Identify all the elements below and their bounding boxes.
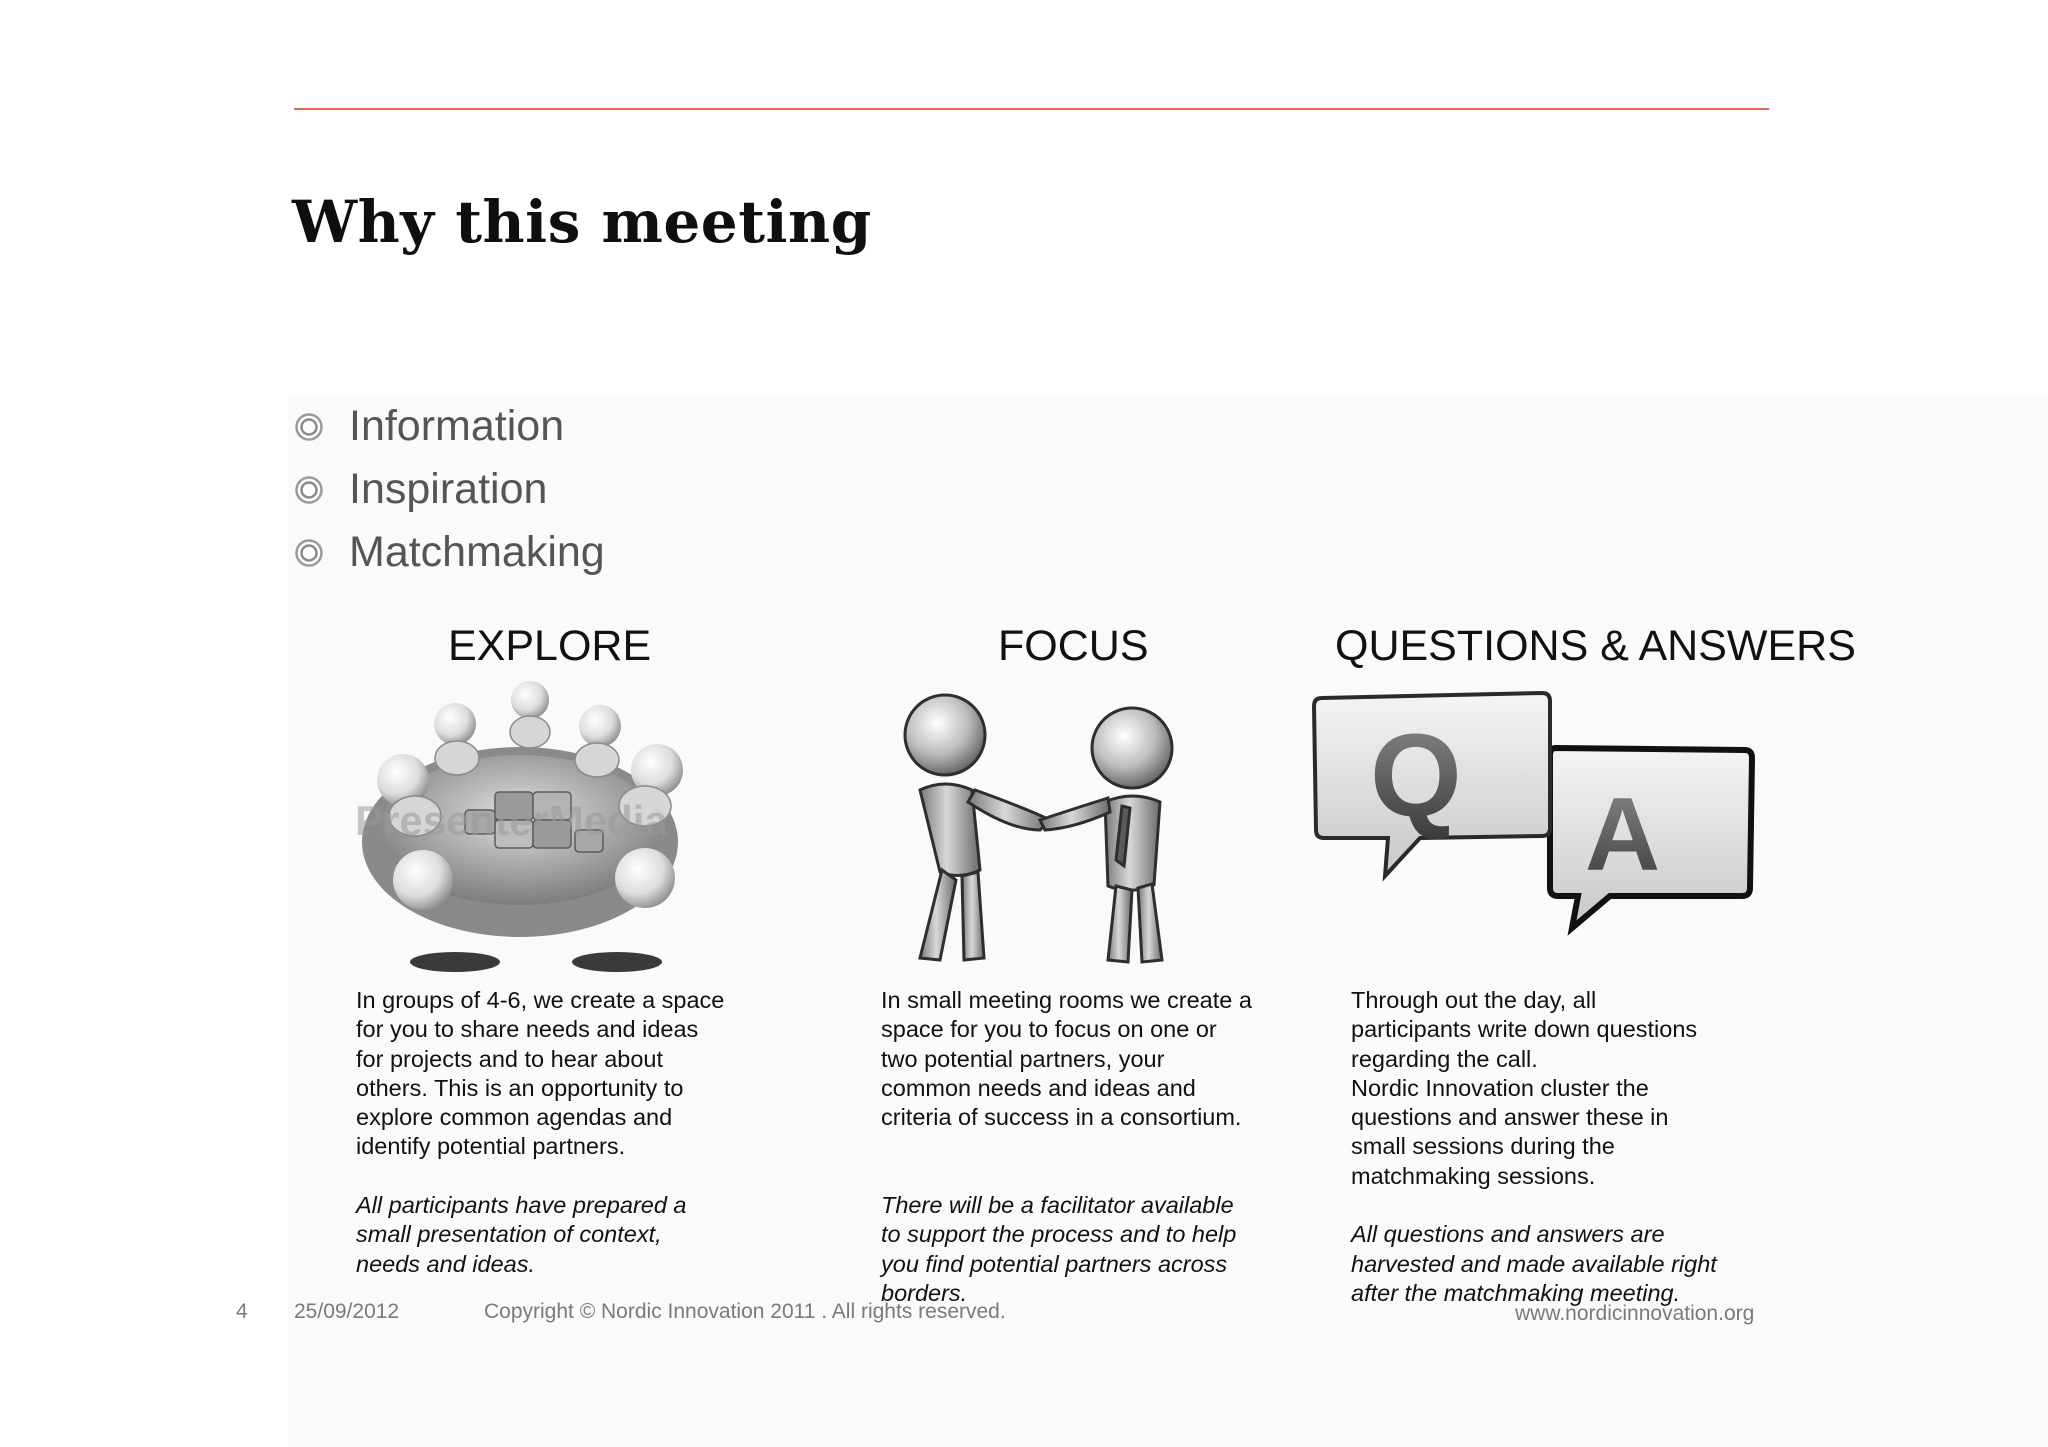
text-line: for projects and to hear about xyxy=(356,1045,664,1072)
footer-copyright: Copyright © Nordic Innovation 2011 . All rights reserved. xyxy=(484,1300,1006,1323)
footer-website: www.nordicinnovation.org xyxy=(1515,1302,1755,1325)
page-number: 4 xyxy=(236,1300,248,1323)
qa-speech-bubbles-illustration xyxy=(1310,688,1760,938)
bubble-q-letter: Q xyxy=(1370,710,1462,842)
bullet-label: Inspiration xyxy=(349,465,548,513)
italic-line: harvested and made available right xyxy=(1351,1250,1717,1277)
handshake-figures-illustration xyxy=(880,690,1200,970)
text-line: questions and answer these in xyxy=(1351,1104,1669,1131)
text-line: for you to share needs and ideas xyxy=(356,1016,699,1043)
text-line: matchmaking sessions. xyxy=(1351,1162,1596,1189)
ring-bullet-icon xyxy=(294,412,324,442)
bubble-a-letter: A xyxy=(1585,777,1661,893)
italic-line: All participants have prepared a xyxy=(356,1192,687,1219)
italic-line: All questions and answers are xyxy=(1351,1221,1665,1248)
text-line: participants write down questions xyxy=(1351,1016,1698,1043)
text-line: explore common agendas and xyxy=(356,1104,673,1131)
presentermedia-watermark: PresenterMedia xyxy=(355,797,668,844)
text-line: space for you to focus on one or xyxy=(881,1016,1217,1043)
ring-bullet-icon xyxy=(294,475,324,505)
italic-line: you find potential partners across xyxy=(881,1250,1228,1277)
text-line: common needs and ideas and xyxy=(881,1074,1196,1101)
bullet-label: Matchmaking xyxy=(349,528,605,576)
qa-heading: QUESTIONS & ANSWERS xyxy=(1335,622,1856,670)
qa-description xyxy=(1351,986,1717,1308)
text-line: In small meeting rooms we create a xyxy=(881,987,1252,1013)
slide-title: Why this meeting xyxy=(292,188,872,256)
focus-description xyxy=(881,986,1252,1308)
ring-bullet-icon xyxy=(294,538,324,568)
italic-line: to support the process and to help xyxy=(881,1221,1237,1248)
text-line: Nordic Innovation cluster the xyxy=(1351,1074,1649,1101)
italic-line: needs and ideas. xyxy=(356,1250,536,1277)
text-line: others. This is an opportunity to xyxy=(356,1074,684,1101)
bullet-list xyxy=(294,395,605,584)
bullet-label: Information xyxy=(349,402,565,450)
text-line: In groups of 4-6, we create a space xyxy=(356,987,725,1013)
text-line: criteria of success in a consortium. xyxy=(881,1104,1242,1131)
team-puzzle-table-illustration xyxy=(305,680,750,980)
italic-line: borders. xyxy=(881,1279,968,1306)
focus-heading: FOCUS xyxy=(998,622,1149,670)
explore-heading: EXPLORE xyxy=(448,622,652,670)
footer-date: 25/09/2012 xyxy=(294,1300,400,1323)
text-line: regarding the call. xyxy=(1351,1045,1538,1072)
bullet-item xyxy=(294,521,605,584)
text-line: two potential partners, your xyxy=(881,1045,1165,1072)
bullet-item xyxy=(294,395,605,458)
italic-line: after the matchmaking meeting. xyxy=(1351,1279,1681,1306)
text-line: small sessions during the xyxy=(1351,1133,1615,1160)
italic-line: small presentation of context, xyxy=(356,1221,662,1248)
top-accent-rule xyxy=(294,108,1769,110)
text-line: identify potential partners. xyxy=(356,1133,626,1160)
explore-description xyxy=(356,986,724,1279)
italic-line: There will be a facilitator available xyxy=(881,1192,1234,1219)
bullet-item xyxy=(294,458,605,521)
text-line: Through out the day, all xyxy=(1351,987,1597,1013)
